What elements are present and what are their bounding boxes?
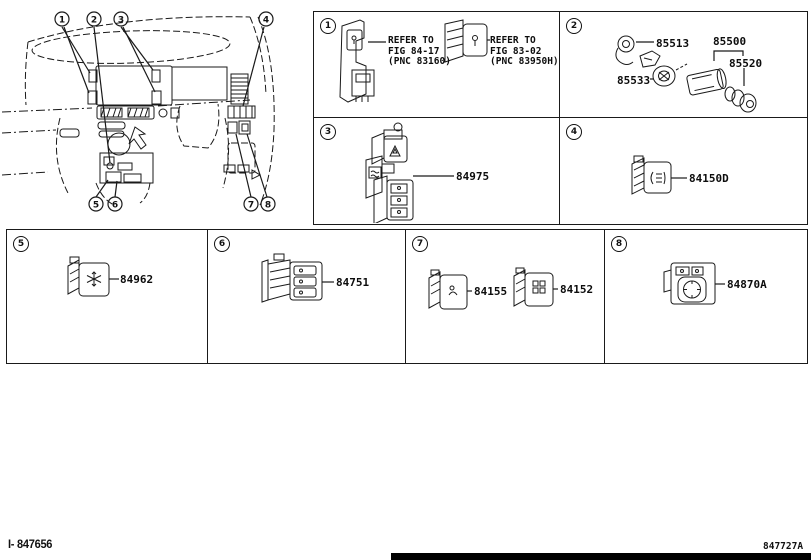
hazard-triangle-icon bbox=[390, 146, 400, 156]
part-label-84155[interactable]: 84155 bbox=[474, 285, 508, 298]
svg-text:2: 2 bbox=[90, 15, 98, 26]
cell-2-badge: 2 bbox=[566, 18, 582, 34]
svg-text:5: 5 bbox=[92, 200, 100, 211]
lighter-assembly-drawing bbox=[560, 12, 806, 116]
callout-leader-lines bbox=[62, 27, 267, 197]
cell-8-badge: 8 bbox=[611, 236, 627, 252]
callout-6 bbox=[108, 197, 122, 211]
svg-text:3: 3 bbox=[117, 15, 125, 26]
figure-code: I- 847656 bbox=[8, 537, 53, 551]
cell-6-badge: 6 bbox=[214, 236, 230, 252]
svg-text:1: 1 bbox=[58, 15, 66, 26]
switch-icon-left bbox=[449, 286, 457, 295]
part-label-84962[interactable]: 84962 bbox=[120, 273, 154, 286]
cell-3-badge: 3 bbox=[320, 124, 336, 140]
callout-7 bbox=[244, 197, 258, 211]
callout-4 bbox=[259, 12, 273, 26]
snowflake-icon bbox=[87, 272, 101, 286]
switch-icon-right bbox=[533, 281, 545, 293]
cell-3 bbox=[313, 117, 560, 225]
part-label-85500[interactable]: 85500 bbox=[713, 35, 747, 48]
cell-4-badge: 4 bbox=[566, 124, 582, 140]
part-label-85533[interactable]: 85533 bbox=[617, 74, 651, 87]
callout-2 bbox=[87, 12, 101, 26]
svg-text:7: 7 bbox=[247, 200, 255, 211]
refer-note-2: REFER TO FIG 83-02 (PNC 83950H) bbox=[490, 35, 559, 67]
cell-7 bbox=[405, 229, 606, 364]
cell-1 bbox=[313, 11, 560, 118]
cell-8 bbox=[604, 229, 808, 364]
footer-bar bbox=[391, 553, 811, 560]
svg-text:4: 4 bbox=[262, 15, 270, 26]
callout-5 bbox=[89, 197, 103, 211]
cell-5 bbox=[6, 229, 208, 364]
cell-5-badge: 5 bbox=[13, 236, 29, 252]
callout-3 bbox=[114, 12, 128, 26]
part-label-84975[interactable]: 84975 bbox=[456, 170, 490, 183]
part-label-84870A[interactable]: 84870A bbox=[727, 278, 767, 291]
dashboard-diagram bbox=[0, 0, 310, 228]
part-label-85513[interactable]: 85513 bbox=[656, 37, 690, 50]
part-label-84152[interactable]: 84152 bbox=[560, 283, 594, 296]
mirror-switch-drawing bbox=[605, 230, 806, 362]
page-code: 847727A bbox=[763, 541, 804, 552]
callout-1 bbox=[55, 12, 69, 26]
fog-switch-drawing bbox=[560, 118, 806, 223]
part-label-85520[interactable]: 85520 bbox=[729, 57, 763, 70]
cell-7-badge: 7 bbox=[412, 236, 428, 252]
cell-1-badge: 1 bbox=[320, 18, 336, 34]
cell-2 bbox=[559, 11, 808, 118]
hazard-switch-drawing bbox=[314, 118, 558, 223]
cell-4 bbox=[559, 117, 808, 225]
svg-text:6: 6 bbox=[111, 200, 119, 211]
cell-6 bbox=[207, 229, 407, 364]
refer-note-1: REFER TO FIG 84-17 (PNC 83160) bbox=[388, 35, 451, 67]
snow-switch-drawing bbox=[7, 230, 206, 362]
part-label-84150D[interactable]: 84150D bbox=[689, 172, 729, 185]
mirror-knob-icon bbox=[678, 277, 706, 302]
fog-lamp-icon bbox=[651, 172, 665, 184]
svg-text:8: 8 bbox=[264, 200, 272, 211]
part-label-84751[interactable]: 84751 bbox=[336, 276, 370, 289]
callout-8 bbox=[261, 197, 275, 211]
multi-switch-drawing bbox=[208, 230, 405, 362]
